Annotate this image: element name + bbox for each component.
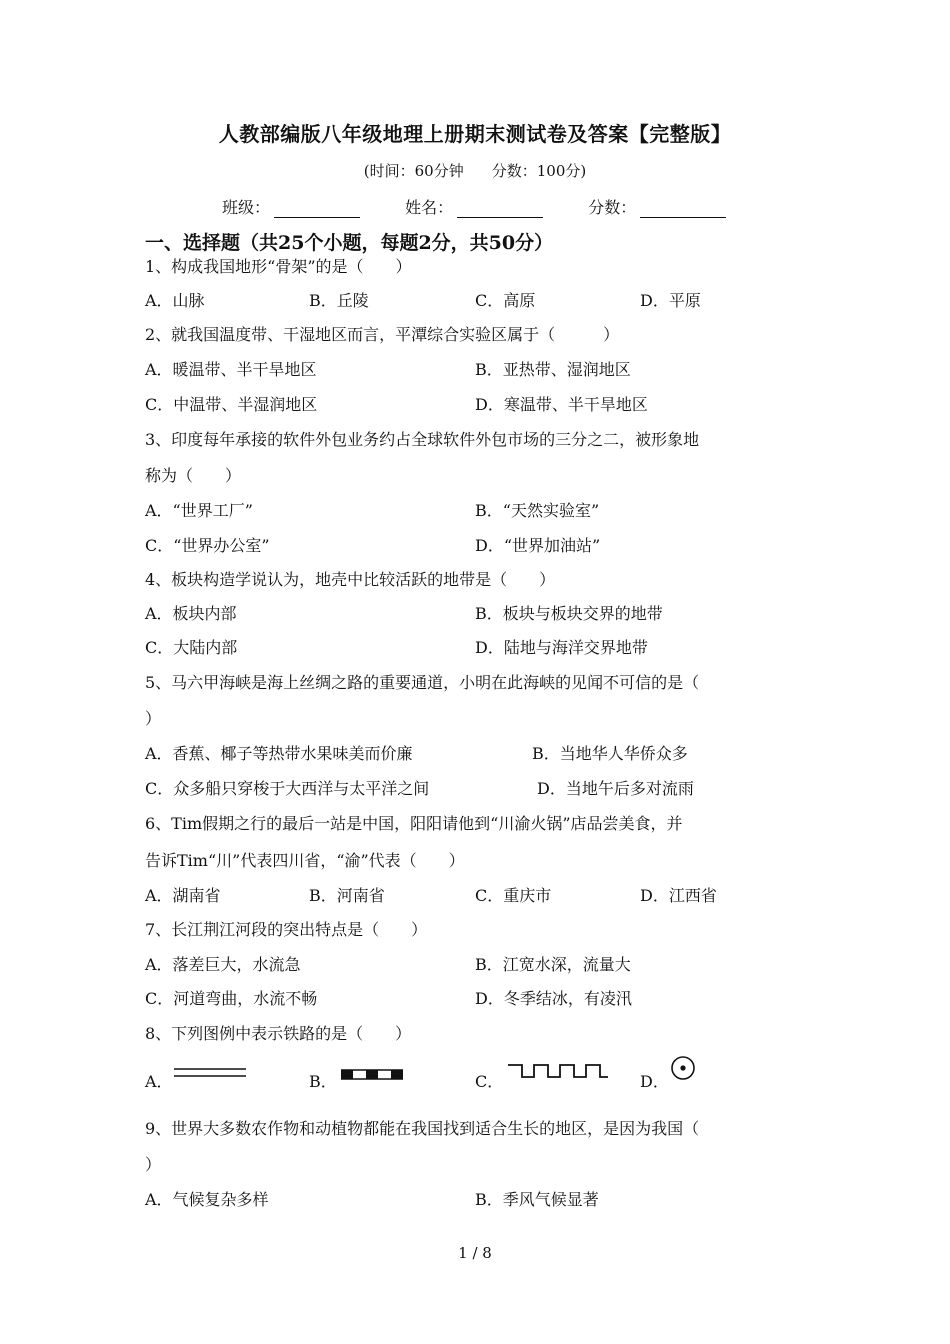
question-8-option-d: D．: [640, 1072, 669, 1091]
question-9-option-a: A．气候复杂多样: [145, 1190, 269, 1209]
question-8-option-a: A．: [145, 1072, 173, 1091]
question-4-stem: 4、板块构造学说认为，地壳中比较活跃的地带是（ ）: [145, 570, 556, 589]
square-wave-legend-icon: [508, 1061, 608, 1081]
question-3-option-a: A．“世界工厂”: [145, 501, 253, 520]
question-3-stem-line-1: 3、印度每年承接的软件外包业务约占全球软件外包市场的三分之二，被形象地: [145, 430, 700, 449]
page-number: 1 / 8: [458, 1244, 492, 1262]
question-4-option-a: A．板块内部: [145, 604, 237, 623]
question-6-option-c: C．重庆市: [475, 886, 552, 905]
student-info: [222, 195, 766, 218]
question-8-option-b: B．: [309, 1072, 337, 1091]
question-5-stem-line-1: 5、马六甲海峡是海上丝绸之路的重要通道，小明在此海峡的见闻不可信的是（: [145, 673, 700, 692]
question-6-stem-line-2: 告诉Tim“川”代表四川省，“渝”代表（ ）: [145, 851, 465, 870]
score-blank[interactable]: [640, 199, 726, 218]
question-8-stem: 8、下列图例中表示铁路的是（ ）: [145, 1024, 412, 1043]
question-1-stem: 1、构成我国地形“骨架”的是（ ）: [145, 257, 412, 276]
question-4-option-c: C．大陆内部: [145, 638, 238, 657]
question-7-option-a: A．落差巨大，水流急: [145, 955, 301, 974]
railway-legend-icon: [341, 1069, 403, 1081]
question-3-option-d: D．“世界加油站”: [475, 536, 601, 555]
question-5-stem-line-2: ）: [145, 709, 162, 728]
score-field: 分数：: [588, 195, 726, 218]
question-7-option-b: B．江宽水深，流量大: [475, 955, 631, 974]
question-9-stem-line-1: 9、世界大多数农作物和动植物都能在我国找到适合生长的地区，是因为我国（: [145, 1119, 700, 1138]
question-5-option-d: D．当地午后多对流雨: [537, 779, 694, 798]
question-2-option-d: D．寒温带、半干旱地区: [475, 395, 648, 414]
question-7-option-d: D．冬季结冰，有凌汛: [475, 989, 632, 1008]
section-heading: 一、选择题（共25个小题，每题2分，共50分）: [145, 232, 554, 254]
name-field: 姓名：: [405, 195, 543, 218]
question-9-option-b: B．季风气候显著: [475, 1190, 599, 1209]
question-2-option-a: A．暖温带、半干旱地区: [145, 360, 317, 379]
class-blank[interactable]: [274, 199, 360, 218]
question-4-option-d: D．陆地与海洋交界地带: [475, 638, 648, 657]
question-7-option-c: C．河道弯曲，水流不畅: [145, 989, 318, 1008]
capital-city-legend-icon: [670, 1055, 696, 1081]
question-2-stem: 2、就我国温度带、干湿地区而言，平潭综合实验区属于（ ）: [145, 325, 620, 344]
question-4-option-b: B．板块与板块交界的地带: [475, 604, 663, 623]
question-5-option-a: A．香蕉、椰子等热带水果味美而价廉: [145, 744, 413, 763]
question-1-option-d: D．平原: [640, 291, 701, 310]
question-6-option-b: B．河南省: [309, 886, 385, 905]
page-title: 人教部编版八年级地理上册期末测试卷及答案【完整版】: [218, 122, 732, 146]
question-9-stem-line-2: ）: [145, 1155, 162, 1174]
double-line-legend-icon: [174, 1066, 246, 1082]
class-field: 班级：: [222, 195, 360, 218]
question-7-stem: 7、长江荆江河段的突出特点是（ ）: [145, 920, 428, 939]
question-6-option-d: D．江西省: [640, 886, 717, 905]
question-5-option-c: C．众多船只穿梭于大西洋与太平洋之间: [145, 779, 430, 798]
question-2-option-b: B．亚热带、湿润地区: [475, 360, 631, 379]
question-1-option-b: B．丘陵: [309, 291, 369, 310]
question-1-option-a: A．山脉: [145, 291, 205, 310]
question-6-option-a: A．湖南省: [145, 886, 221, 905]
time-limit: (时间：60分钟: [363, 162, 464, 180]
exam-subtitle: [0, 160, 950, 181]
question-1-option-c: C．高原: [475, 291, 536, 310]
question-2-option-c: C．中温带、半湿润地区: [145, 395, 318, 414]
name-blank[interactable]: [457, 199, 543, 218]
total-score: 分数：100分): [491, 162, 587, 180]
question-3-option-b: B．“天然实验室”: [475, 501, 600, 520]
question-6-stem-line-1: 6、Tim假期之行的最后一站是中国，阳阳请他到“川渝火锅”店品尝美食，并: [145, 814, 683, 833]
question-8-option-c: C．: [475, 1072, 504, 1091]
question-3-option-c: C．“世界办公室”: [145, 536, 270, 555]
question-3-stem-line-2: 称为（ ）: [145, 466, 242, 485]
question-5-option-b: B．当地华人华侨众多: [532, 744, 688, 763]
